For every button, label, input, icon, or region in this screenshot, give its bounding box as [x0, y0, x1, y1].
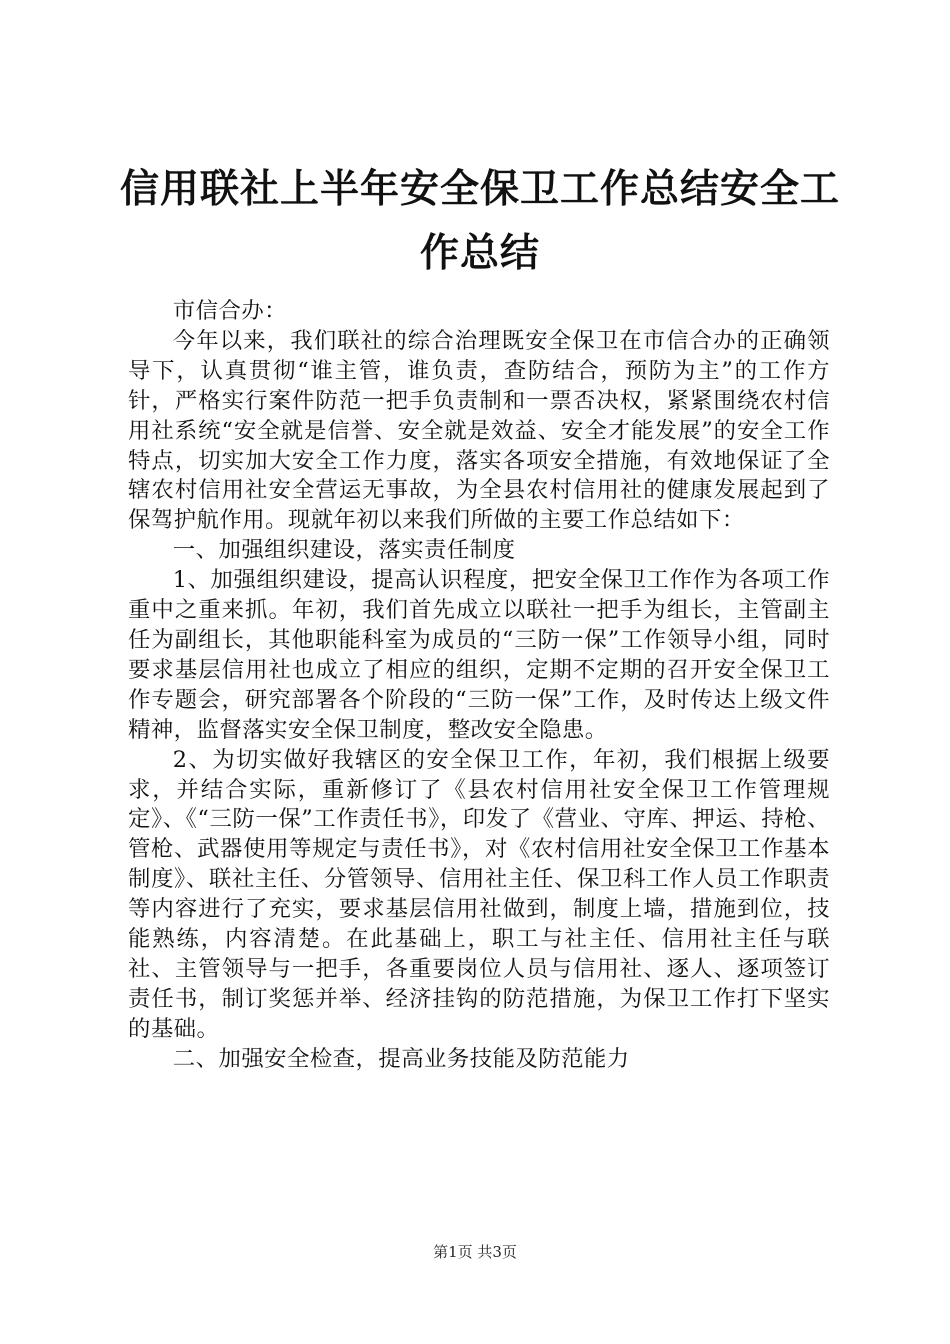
paragraph-intro: 今年以来，我们联社的综合治理既安全保卫在市信合办的正确领导下，认真贯彻“谁主管，谁负责，查防结合，预防为主”的工作方针，严格实行案件防范一把手负责制和一票否决权，紧紧围绕农村信用社系统“安全就是信誉、安全就是效益、安全才能发展”的安全工作特点，切实加大安全工作力度，落实各项安全措施，有效地保证了全辖农村信用社安全营运无事故，为全县农村信用社的健康发展起到了保驾护航作用。现就年初以来我们所做的主要工作总结如下：	[128, 327, 830, 534]
section-heading-2: 二、加强安全检查，提高业务技能及防范能力	[172, 1045, 630, 1072]
salutation: 市信合办：	[172, 298, 287, 324]
page-number-footer: 第1页 共3页	[433, 1243, 517, 1261]
paragraph-item-1: 1、加强组织建设，提高认识程度，把安全保卫工作作为各项工作重中之重来抓。年初，我们首先成立以联社一把手为组长，主管副主任为副组长，其他职能科室为成员的“三防一保”工作领导小组，同时要求基层信用社也成立了相应的组织，定期不定期的召开安全保卫工作专题会，研究部署各个阶段的“三防一保”工作，及时传达上级文件精神，监督落实安全保卫制度，整改安全隐患。	[128, 567, 830, 743]
document-title: 信用联社上半年安全保卫工作总结安全工作总结	[120, 167, 841, 276]
section-heading-1: 一、加强组织建设，落实责任制度	[172, 537, 516, 564]
document-body	[128, 297, 830, 1075]
paragraph-item-2: 2、为切实做好我辖区的安全保卫工作，年初，我们根据上级要求，并结合实际，重新修订了《县农村信用社安全保卫工作管理规定》、《“三防一保”工作责任书》，印发了《营业、守库、押运、持枪、管枪、武器使用等规定与责任书》，对《农村信用社安全保卫工作基本制度》、联社主任、分管领导、信用社主任、保卫科工作人员工作职责等内容进行了充实，要求基层信用社做到，制度上墙，措施到位，技能熟练，内容清楚。在此基础上，职工与社主任、信用社主任与联社、主管领导与一把手，各重要岗位人员与信用社、逐人、逐项签订责任书，制订奖惩并举、经济挂钩的防范措施，为保卫工作打下坚实的基础。	[128, 746, 830, 1042]
